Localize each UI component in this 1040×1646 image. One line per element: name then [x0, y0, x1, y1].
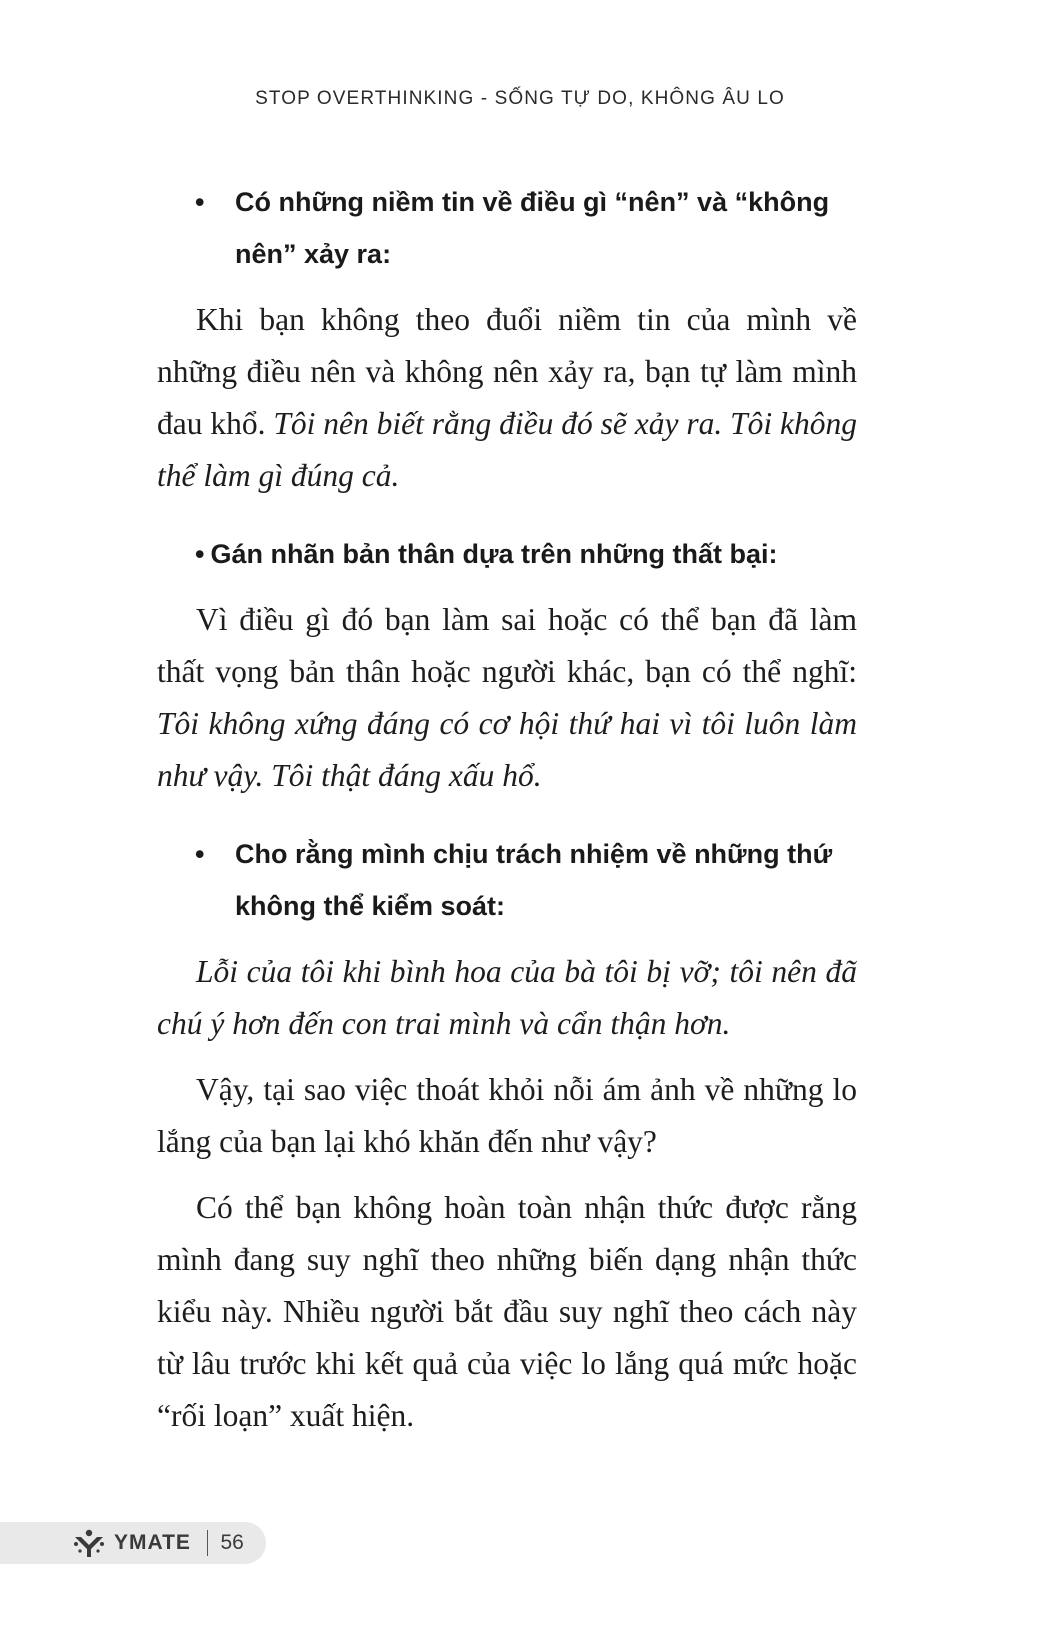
paragraph-explanation: Có thể bạn không hoàn toàn nhận thức được rằng mình đang suy nghĩ theo những biến dạng nhận thức kiểu này. Nhiều người bắt đầu suy nghĩ theo cách này từ lâu trước khi kết quả của việc lo lắng quá mức hoặc “rối loạn” xuất hiện. [157, 1190, 857, 1433]
bullet-dot: • [195, 187, 205, 217]
bullet-dot: • [195, 839, 205, 869]
paragraph-text: Vì điều gì đó bạn làm sai hoặc có thể bạn đã làm thất vọng bản thân hoặc người khác, bạn có thể nghĩ: [157, 602, 857, 689]
paragraph-beliefs [157, 294, 857, 502]
paragraph-italic: Tôi nên biết rằng điều đó sẽ xảy ra. Tôi không thể làm gì đúng cả. [157, 406, 857, 493]
footer-brand: YMATE [114, 1531, 191, 1554]
ymate-logo-icon [72, 1528, 106, 1558]
paragraph-italic: Lỗi của tôi khi bình hoa của bà tôi bị vỡ; tôi nên đã chú ý hơn đến con trai mình và cẩn thận hơn. [157, 954, 857, 1041]
bullet-heading-beliefs [157, 176, 857, 280]
bullet-dot: • [195, 539, 205, 569]
heading-line: không thể kiểm soát: [235, 891, 506, 921]
page-footer [0, 1522, 266, 1564]
page-number: 56 [220, 1531, 244, 1554]
bullet-heading-labeling [157, 528, 857, 580]
heading-text: Gán nhãn bản thân dựa trên những thất bại: [210, 539, 778, 569]
bullet-heading-responsibility [157, 828, 857, 932]
running-header: STOP OVERTHINKING - SỐNG TỰ DO, KHÔNG ÂU LO [255, 88, 785, 109]
paragraph-responsibility [157, 946, 857, 1050]
footer-divider [207, 1530, 209, 1556]
heading-line: nên” xảy ra: [235, 239, 392, 269]
heading-line: Cho rằng mình chịu trách nhiệm về những thứ [235, 839, 833, 869]
paragraph-labeling [157, 594, 857, 802]
page-body [157, 176, 857, 1456]
heading-line: Có những niềm tin về điều gì “nên” và “không [235, 187, 830, 217]
paragraph-question: Vậy, tại sao việc thoát khỏi nỗi ám ảnh về những lo lắng của bạn lại khó khăn đến như vậy? [157, 1072, 857, 1159]
paragraph-text: Khi bạn không theo đuổi niềm tin của mình về những điều nên và không nên xảy ra, bạn tự làm mình đau khổ. [157, 302, 857, 441]
paragraph-italic: Tôi không xứng đáng có cơ hội thứ hai vì tôi luôn làm như vậy. Tôi thật đáng xấu hổ. [157, 706, 857, 793]
